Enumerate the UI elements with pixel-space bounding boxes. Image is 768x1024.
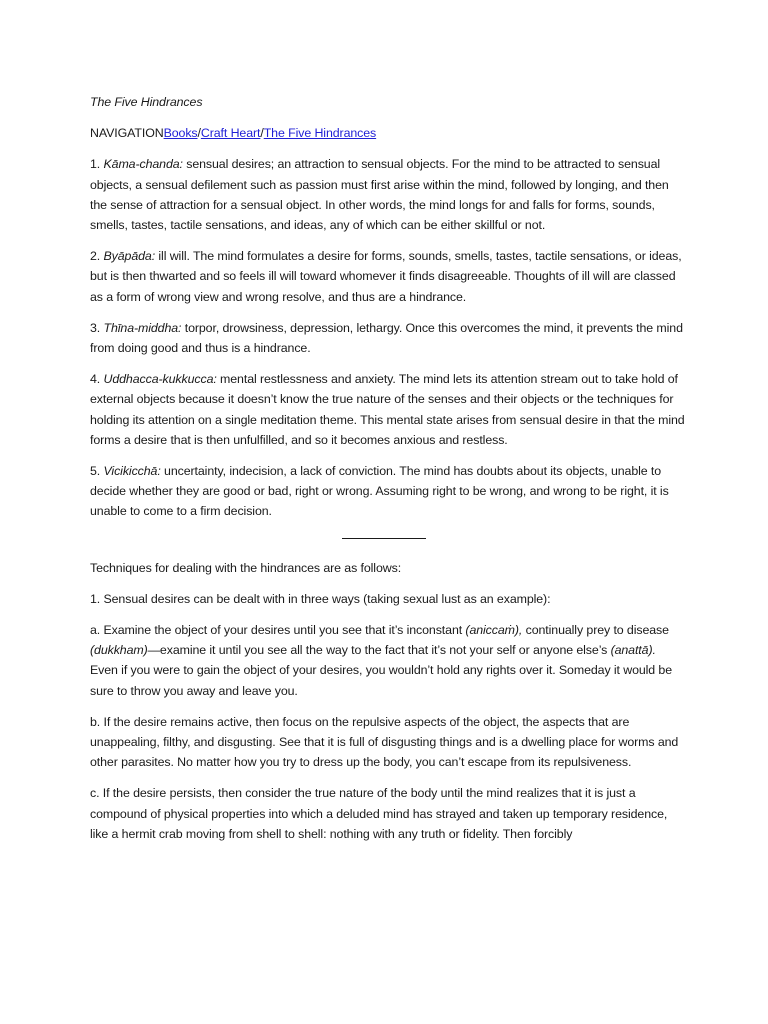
term-dukkham: (dukkham) [90,643,148,658]
hindrance-number: 2. [90,249,101,264]
hindrance-item-1 [90,154,686,235]
technique-a-text: a. Examine the object of your desires until you see that it’s inconstant [90,623,466,638]
hindrance-text: torpor, drowsiness, depression, lethargy. Once this overcomes the mind, it prevents the mind from doing good and thus is a hindrance. [90,320,683,356]
breadcrumb [90,123,686,143]
hindrance-term: Byāpāda: [103,249,156,264]
technique-1-heading: 1. Sensual desires can be dealt with in three ways (taking sexual lust as an example): [90,591,551,606]
hindrance-number: 5. [90,464,101,479]
section-divider-wrap [90,534,686,544]
hindrance-item-4 [90,369,686,450]
hindrance-number: 1. [90,157,101,172]
hindrance-term: Vicikicchā: [103,464,161,479]
hindrance-item-5 [90,461,686,522]
hindrance-text: ill will. The mind formulates a desire for forms, sounds, smells, tastes, tactile sensations, or ideas, but is then thwarted and so feels ill will toward whomever it finds disagreeable. Thoughts of ill will are classed as a form of wrong view and wrong resolve, and thus are a hindrance. [90,249,682,304]
technique-a-text: —examine it until you see all the way to the fact that it’s not your self or anyone else’s [147,643,611,658]
techniques-intro: Techniques for dealing with the hindrances are as follows: [90,560,402,575]
term-anatta: (anattā). [610,643,656,658]
hindrance-number: 4. [90,372,101,387]
hindrance-term: Thīna-middha: [103,320,182,335]
technique-c: c. If the desire persists, then consider the true nature of the body until the mind realizes that it is just a compound of physical properties into which a deluded mind has strayed and taken up temporary residence, like a hermit crab moving from shell to shell: nothing with any truth or fidelity. Then forcibly [90,786,668,841]
hindrance-item-2 [90,246,686,307]
technique-a-text: continually prey to disease [522,623,669,638]
breadcrumb-link-five-hindrances[interactable]: The Five Hindrances [263,126,377,141]
nav-label: NAVIGATION [90,126,164,141]
hindrance-text: uncertainty, indecision, a lack of conviction. The mind has doubts about its objects, unable to decide whether they are good or bad, right or wrong. Assuming right to be wrong, and wrong to be right, it is unable to come to a firm decision. [90,464,669,519]
document-title: The Five Hindrances [90,95,203,109]
hindrance-term: Uddhacca-kukkucca: [103,372,217,387]
technique-a [90,620,686,701]
technique-b: b. If the desire remains active, then focus on the repulsive aspects of the object, the aspects that are unappealing, filthy, and disgusting. See that it is full of disgusting things and is a dwelling place for worms and other parasites. No matter how you try to dress up the body, you can’t escape from its repulsiveness. [90,714,679,770]
breadcrumb-separator: / [197,126,201,141]
breadcrumb-link-books[interactable]: Books [163,126,198,141]
technique-a-text: Even if you were to gain the object of your desires, you wouldn’t hold any rights over it. Someday it would be sure to throw you away and leave you. [90,663,673,698]
hindrance-term: Kāma-chanda: [103,157,183,172]
hindrance-number: 3. [90,320,101,335]
term-aniccam: (aniccaṁ), [465,623,523,638]
hindrance-text: mental restlessness and anxiety. The mind lets its attention stream out to take hold of external objects because it doesn’t know the true nature of the senses and their objects or the techniques for holding its attention on a single meditation theme. This mental state arises from sensual desire in that the mind forms a desire that is then unfulfilled, and so it becomes anxious and restless. [90,372,685,447]
breadcrumb-link-craft-heart[interactable]: Craft Heart [200,126,261,141]
breadcrumb-separator: / [260,126,264,141]
section-divider [342,538,426,539]
document-page [90,92,686,855]
hindrance-item-3 [90,318,686,358]
hindrance-text: sensual desires; an attraction to sensual objects. For the mind to be attracted to sensual objects, a sensual defilement such as passion must first arise within the mind, followed by longing, and then the sense of attraction for a sensual object. In other words, the mind longs for and falls for forms, sounds, smells, tastes, tactile sensations, and ideas, any of which can be either skillful or not. [90,157,669,233]
